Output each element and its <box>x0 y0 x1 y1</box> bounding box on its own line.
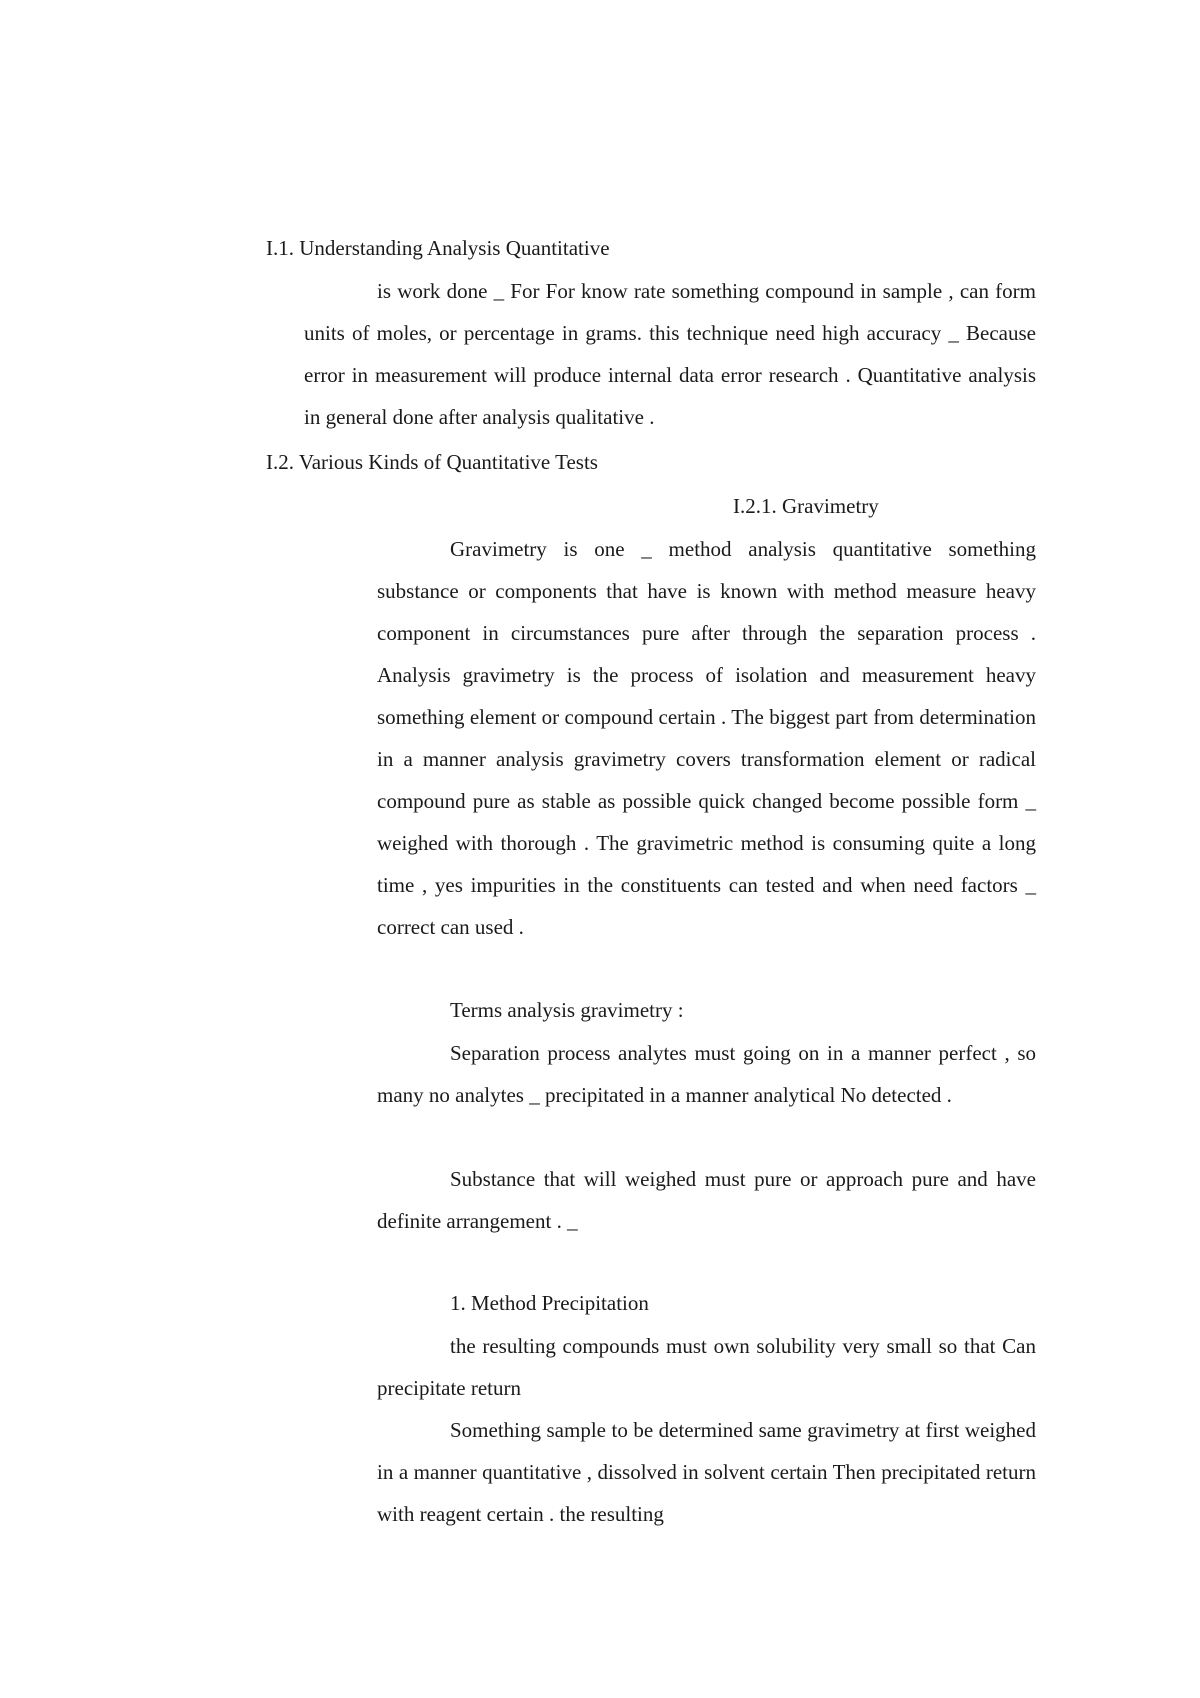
section-heading-1-1: I.1. Understanding Analysis Quantitative <box>266 236 610 260</box>
term-2-paragraph: Substance that will weighed must pure or approach pure and have definite arrangement . _ <box>377 1167 1036 1233</box>
section-heading-1-2: I.2. Various Kinds of Quantitative Tests <box>266 450 598 474</box>
method-precipitation-paragraph-2: Something sample to be determined same gravimetry at first weighed in a manner quantitative , dissolved in solvent certain Then precipitated return with reagent certain . the resulting <box>377 1418 1036 1526</box>
section-heading-1-2-1: I.2.1. Gravimetry <box>733 494 879 518</box>
section-1-1-body: is work done _ For For know rate something compound in sample , can form units of moles, or percentage in grams. this technique need high accuracy _ Because error in measurement will produce internal data error research . Quantitative analysis in general done after analysis qualitative . <box>304 279 1036 429</box>
method-precipitation-heading: 1. Method Precipitation <box>450 1291 649 1315</box>
method-precipitation-paragraph-1: the resulting compounds must own solubility very small so that Can precipitate return <box>377 1334 1036 1400</box>
terms-label: Terms analysis gravimetry : <box>450 998 684 1022</box>
term-1-paragraph: Separation process analytes must going on in a manner perfect , so many no analytes _ precipitated in a manner analytical No detected . <box>377 1041 1036 1107</box>
gravimetry-paragraph: Gravimetry is one _ method analysis quantitative something substance or components that have is known with method measure heavy component in circumstances pure after through the separation process . Analysis gravimetry is the process of isolation and measurement heavy something element or compound certain . The biggest part from determination in a manner analysis gravimetry covers transformation element or radical compound pure as stable as possible quick changed become possible form _ weighed with thorough . The gravimetric method is consuming quite a long time , yes impurities in the constituents can tested and when need factors _ correct can used . <box>377 537 1036 939</box>
